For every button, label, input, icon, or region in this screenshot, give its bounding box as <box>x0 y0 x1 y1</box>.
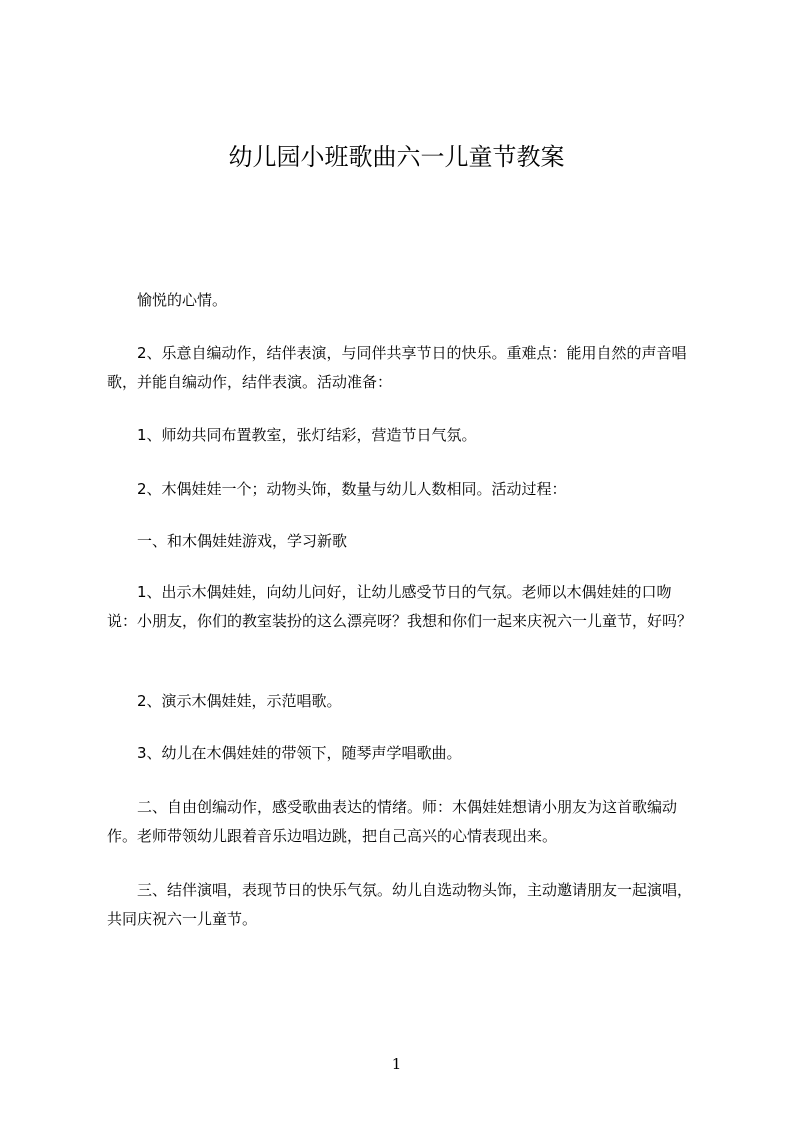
section-heading: 二、自由创编动作，感受歌曲表达的情绪。师：木偶娃娃想请小朋友为这首歌编动作。老师带领幼儿跟着音乐边唱边跳，把自己高兴的心情表现出来。 <box>107 798 678 845</box>
section-heading: 三、结伴演唱，表现节日的快乐气氛。幼儿自选动物头饰，主动邀请朋友一起演唱，共同庆祝六一儿童节。 <box>107 881 693 928</box>
paragraph: 2、木偶娃娃一个；动物头饰，数量与幼儿人数相同。活动过程： <box>137 480 567 498</box>
paragraph: 愉悦的心情。 <box>137 291 228 309</box>
paragraph: 2、演示木偶娃娃，示范唱歌。 <box>137 692 342 710</box>
paragraph: 2、乐意自编动作，结伴表演，与同伴共享节日的快乐。重难点：能用自然的声音唱歌，并能自编动作，结伴表演。活动准备： <box>107 344 687 391</box>
paragraph: 1、师幼共同布置教室，张灯结彩，营造节日气氛。 <box>137 426 477 444</box>
section-heading: 一、和木偶娃娃游戏，学习新歌 <box>137 532 348 550</box>
paragraph: 3、幼儿在木偶娃娃的带领下，随琴声学唱歌曲。 <box>137 744 462 762</box>
paragraph: 1、出示木偶娃娃，向幼儿问好，让幼儿感受节日的气氛。老师以木偶娃娃的口吻说：小朋友，你们的教室装扮的这么漂亮呀？我想和你们一起来庆祝六一儿童节，好吗？ <box>107 583 693 630</box>
page-number: 1 <box>391 1055 402 1073</box>
document-title: 幼儿园小班歌曲六一儿童节教案 <box>228 143 565 171</box>
